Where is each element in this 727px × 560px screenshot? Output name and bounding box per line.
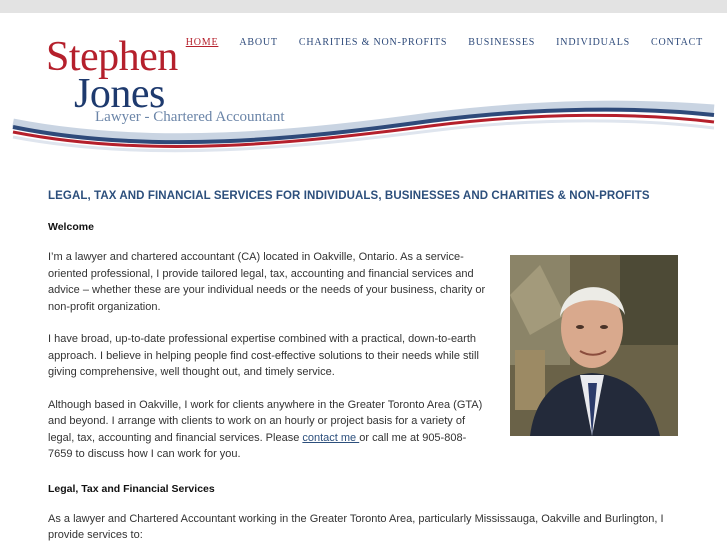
nav-charities[interactable]: CHARITIES & NON-PROFITS [298, 37, 448, 48]
logo-last-name: Jones [74, 71, 165, 117]
expertise-paragraph: I have broad, up-to-date professional expertise combined with a practical, down-to-earth approach. I believe in helping people find cost-effective solutions to their needs while still giving comprehensive, well thought out, and timely service. [48, 333, 479, 378]
top-bar [0, 0, 727, 13]
services-paragraph: As a lawyer and Chartered Accountant working in the Greater Toronto Area, particularly Mississauga, Oakville and Burlington, I provide services to: [48, 512, 664, 541]
location-text-end: or call me at 905-808-7659 to discuss how I can work for you. [48, 431, 467, 460]
page-heading: LEGAL, TAX AND FINANCIAL SERVICES FOR INDIVIDUALS, BUSINESSES AND CHARITIES & NON-PROFITS [48, 190, 650, 202]
nav-businesses[interactable]: BUSINESSES [468, 37, 536, 48]
nav-contact[interactable]: CONTACT [650, 37, 703, 48]
nav-home[interactable]: HOME [185, 37, 219, 48]
logo-first-name: Stephen [46, 34, 178, 80]
logo-tagline: Lawyer - Chartered Accountant [95, 109, 285, 125]
location-paragraph [48, 397, 490, 463]
welcome-heading: Welcome [48, 221, 94, 233]
nav-individuals[interactable]: INDIVIDUALS [556, 37, 630, 48]
services-heading: Legal, Tax and Financial Services [48, 482, 215, 495]
intro-paragraph: I’m a lawyer and chartered accountant (CA) located in Oakville, Ontario. As a service-oriented professional, I provide tailored legal, tax, accounting and financial services and advice – whether these are your individual needs or the needs of your business, charity or non-profit organization. [48, 251, 486, 313]
location-text: Although based in Oakville, I work for clients anywhere in the Greater Toronto Area (GTA) and beyond. I arrange with clients to work on an hourly or project basis for a variety of legal, tax, accounting and financial services. Please [48, 398, 483, 444]
header-swoosh-graphic [0, 95, 727, 165]
nav-about[interactable]: ABOUT [239, 37, 278, 48]
main-nav [186, 37, 703, 48]
contact-me-link[interactable]: contact me [302, 431, 360, 444]
portrait-photo [510, 255, 678, 436]
